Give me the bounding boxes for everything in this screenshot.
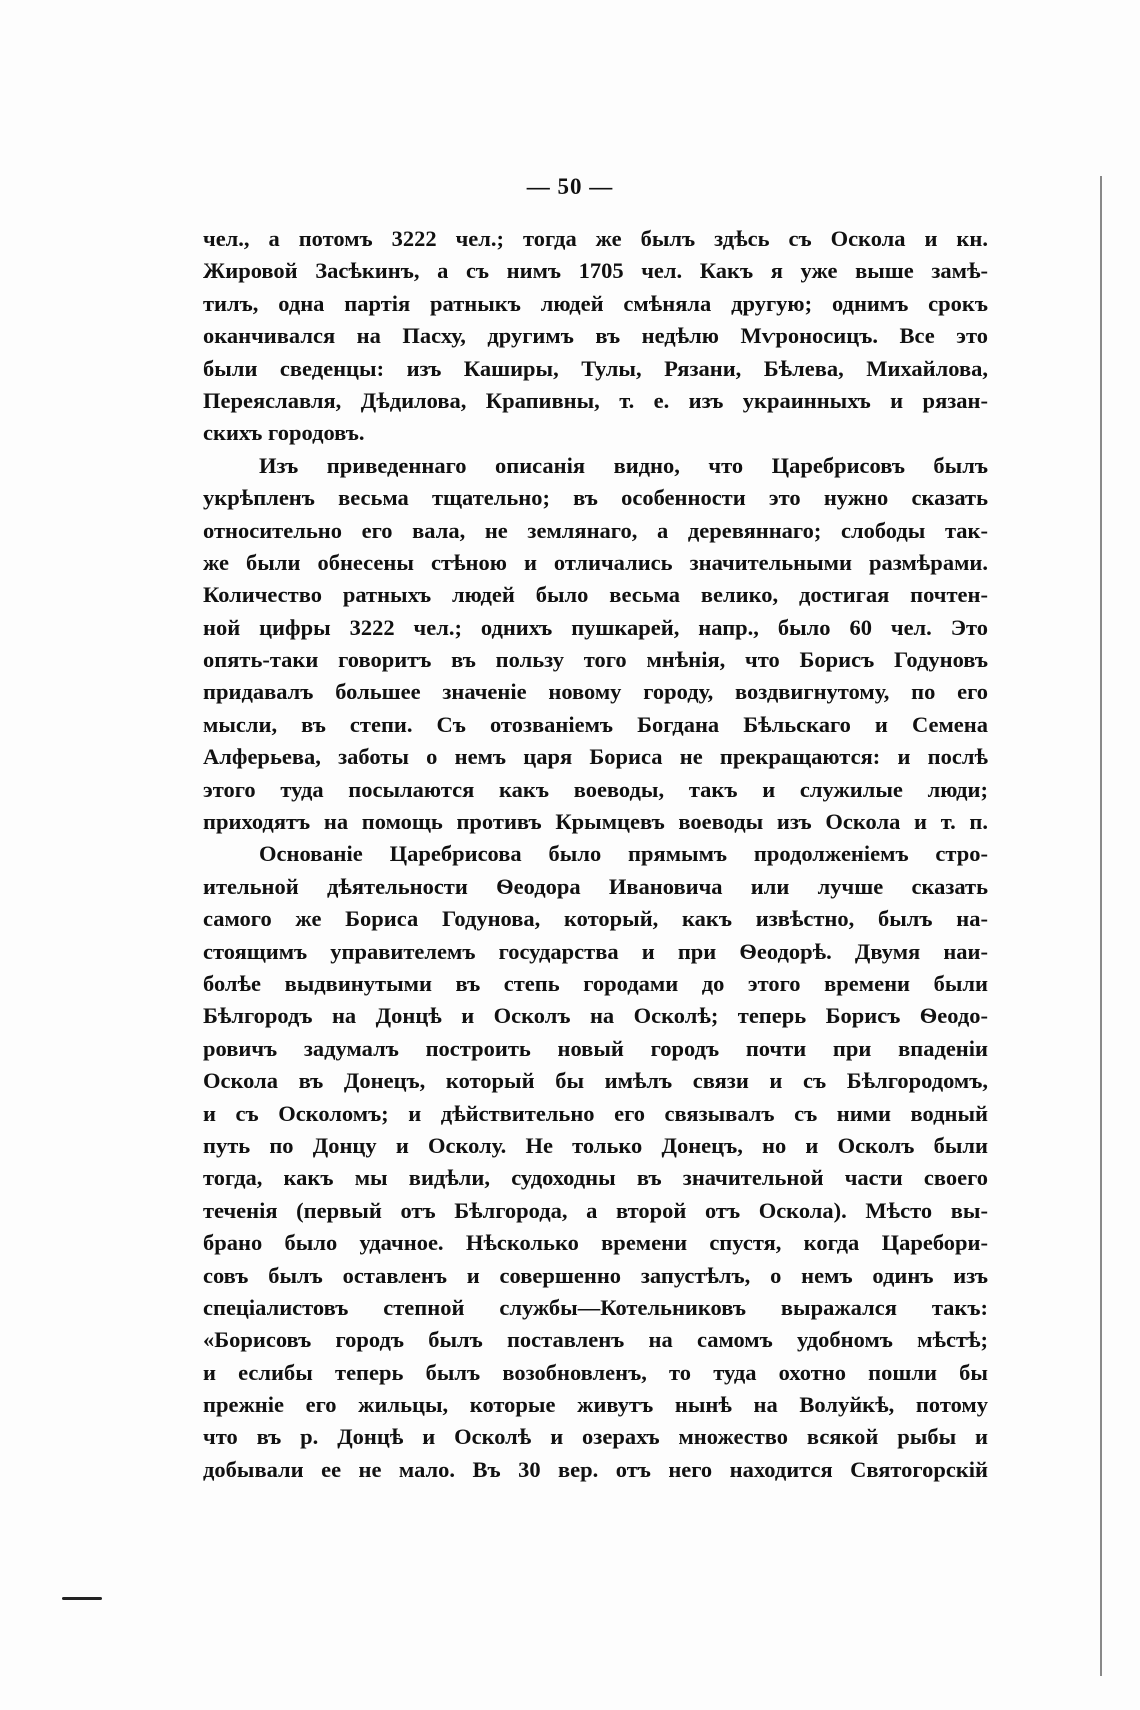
text-line: Жировой Засѣкинъ, а съ нимъ 1705 чел. Какъ я уже выше замѣ- [203,258,988,284]
text-line: мысли, въ степи. Съ отозваніемъ Богдана Бѣльскаго и Семена [203,711,988,737]
text-line: и съ Осколомъ; и дѣйствительно его связывалъ съ ними водный [203,1100,988,1126]
text-line: прежніе его жильцы, которые живутъ нынѣ на Волуйкѣ, потому [203,1392,988,1418]
text-line: теченія (первый отъ Бѣлгорода, а второй отъ Оскола). Мѣсто вы- [203,1197,988,1223]
text-line: Изъ приведеннаго описанія видно, что Царебрисовъ былъ [259,452,988,478]
page-number: — 50 — [526,174,614,199]
text-line: Оскола въ Донецъ, который бы имѣлъ связи и съ Бѣлгородомъ, [203,1068,988,1094]
text-line: укрѣпленъ весьма тщательно; въ особенности это нужно сказать [203,485,988,511]
text-line: Переяславля, Дѣдилова, Крапивны, т. е. изъ украинныхъ и рязан- [203,387,988,413]
text-line: придавалъ большее значеніе новому городу, воздвигнутому, по его [203,679,988,705]
text-line: Основаніе Царебрисова было прямымъ продолженіемъ стро- [259,841,988,867]
scan-noise [34,43,94,49]
text-line: брано было удачное. Нѣсколько времени спустя, когда Царебори- [203,1230,988,1256]
text-line: относительно его вала, не землянаго, а деревяннаго; слободы так- [203,517,988,543]
text-line: приходятъ на помощь противъ Крымцевъ воеводы изъ Оскола и т. п. [203,809,988,835]
text-line: самого же Бориса Годунова, который, какъ извѣстно, былъ на- [203,906,988,932]
text-line: что въ р. Донцѣ и Осколѣ и озерахъ множество всякой рыбы и [203,1424,988,1450]
text-line: и еслибы теперь былъ возобновленъ, то туда охотно пошли бы [203,1359,988,1385]
text-line: тогда, какъ мы видѣли, судоходны въ значительной части своего [203,1165,988,1191]
text-line: этого туда посылаются какъ воеводы, такъ и служилые люди; [203,776,988,802]
text-line: Бѣлгородъ на Донцѣ и Осколъ на Осколѣ; теперь Борисъ Ѳеодо- [203,1003,988,1029]
text-line: совъ былъ оставленъ и совершенно запустѣлъ, о немъ одинъ изъ [203,1262,988,1288]
text-line: болѣе выдвинутыми въ степь городами до этого времени были [203,970,988,996]
text-line: опять-таки говоритъ въ пользу того мнѣнія, что Борисъ Годуновъ [203,647,988,673]
scan-edge-line [1100,176,1102,1676]
body-text [203,223,988,1486]
text-line: оканчивался на Пасху, другимъ въ недѣлю Мѵроносицъ. Все это [203,323,988,349]
text-line: путь по Донцу и Осколу. Не только Донецъ, но и Осколъ были [203,1132,988,1158]
text-line: «Борисовъ городъ былъ поставленъ на самомъ удобномъ мѣстѣ; [203,1327,988,1353]
scan-mark [62,1597,102,1600]
text-line: тилъ, одна партія ратныкъ людей смѣняла другую; однимъ срокъ [203,290,988,316]
text-line: ровичъ задумалъ построить новый городъ почти при впаденіи [203,1035,988,1061]
text-line: скихъ городовъ. [203,420,365,446]
text-line: были сведенцы: изъ Каширы, Тулы, Рязани, Бѣлева, Михайлова, [203,355,988,381]
text-line: ительной дѣятельности Ѳеодора Ивановича или лучше сказать [203,873,988,899]
text-line: Количество ратныхъ людей было весьма велико, достигая почтен- [203,582,988,608]
text-line: же были обнесены стѣною и отличались значительными размѣрами. [203,549,988,575]
text-line: Алферьева, заботы о немъ царя Бориса не прекращаются: и послѣ [203,744,988,770]
text-line: чел., а потомъ 3222 чел.; тогда же былъ здѣсь съ Оскола и кн. [203,226,988,251]
text-line: ной цифры 3222 чел.; однихъ пушкарей, напр., было 60 чел. Это [203,614,988,640]
text-line: спеціалистовъ степной службы—Котельниковъ выражался такъ: [203,1294,988,1320]
text-line: добывали ее не мало. Въ 30 вер. отъ него находится Святогорскій [203,1456,988,1482]
text-line: стоящимъ управителемъ государства и при Ѳеодорѣ. Двумя наи- [203,938,988,964]
